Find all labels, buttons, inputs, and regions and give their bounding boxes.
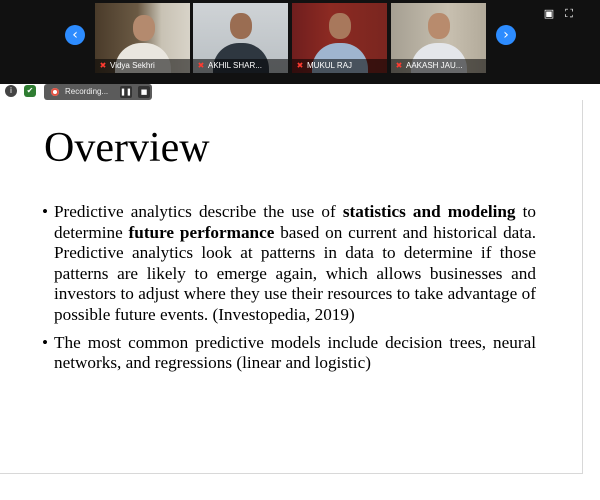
participant-head bbox=[133, 15, 155, 41]
bottom-margin bbox=[0, 474, 600, 500]
participant-name: Vidya Sekhri bbox=[110, 61, 155, 70]
stop-icon: ■ bbox=[140, 88, 148, 96]
slide-title: Overview bbox=[44, 125, 210, 171]
meeting-info-button[interactable] bbox=[5, 85, 17, 97]
pause-recording-button[interactable] bbox=[120, 86, 132, 98]
muted-mic-icon: ✖ bbox=[99, 61, 107, 70]
participant-head bbox=[230, 13, 252, 39]
participant-tile-3[interactable] bbox=[292, 3, 387, 73]
next-page-button[interactable] bbox=[496, 25, 516, 45]
muted-mic-icon: ✖ bbox=[197, 61, 205, 70]
muted-mic-icon: ✖ bbox=[395, 61, 403, 70]
bullet-text: The most common predictive models include decision trees, neural networks, and regressions (linear and logistic) bbox=[54, 332, 536, 373]
shared-slide bbox=[0, 100, 583, 474]
record-icon bbox=[51, 88, 59, 96]
speaker-view-button[interactable] bbox=[543, 8, 555, 20]
bold-phrase: statistics and modeling bbox=[342, 202, 516, 221]
fullscreen-icon: ⛶ bbox=[565, 7, 573, 20]
participant-name-bar bbox=[292, 59, 387, 73]
bold-phrase: future performance bbox=[128, 222, 275, 242]
shield-icon: ✔ bbox=[26, 86, 34, 95]
participant-tile-2[interactable] bbox=[193, 3, 288, 73]
info-icon: i bbox=[9, 86, 13, 95]
participant-tile-1[interactable] bbox=[95, 3, 190, 73]
muted-mic-icon: ✖ bbox=[296, 61, 304, 70]
security-button[interactable] bbox=[24, 85, 36, 97]
bullet-dot: • bbox=[42, 202, 49, 221]
slide-content bbox=[40, 202, 536, 381]
bullet-text: based on current and historical data. Predictive analytics look at patterns in data to determine if those patterns are likely to emerge again, which allows businesses and investors to adjust where they use their resources to take advantage of possible future events. (Investopedia, 2019) bbox=[54, 222, 536, 324]
chevron-right-icon: › bbox=[503, 27, 509, 43]
participant-name: MUKUL RAJ bbox=[307, 61, 353, 70]
recording-label: Recording... bbox=[65, 87, 109, 96]
bullet-item bbox=[40, 333, 536, 374]
fullscreen-button[interactable] bbox=[563, 8, 575, 20]
bullet-text: to determine bbox=[54, 202, 536, 242]
bullet-text: Predictive analytics describe the use of bbox=[54, 202, 343, 221]
recording-indicator bbox=[44, 84, 152, 100]
participant-name: AAKASH JAU... bbox=[406, 61, 463, 70]
speaker-view-icon: ▣ bbox=[543, 7, 555, 20]
chevron-left-icon: ‹ bbox=[72, 27, 78, 43]
participant-head bbox=[329, 13, 351, 39]
bullet-dot: • bbox=[42, 332, 49, 352]
participant-head bbox=[428, 13, 450, 39]
participant-name: AKHIL SHAR... bbox=[208, 61, 262, 70]
bullet-item bbox=[40, 202, 536, 326]
prev-page-button[interactable] bbox=[65, 25, 85, 45]
participant-name-bar bbox=[95, 59, 190, 73]
participant-tile-4[interactable] bbox=[391, 3, 486, 73]
pause-icon: ❚❚ bbox=[120, 88, 132, 96]
video-strip bbox=[0, 0, 600, 84]
participant-name-bar bbox=[391, 59, 486, 73]
participant-name-bar bbox=[193, 59, 288, 73]
stop-recording-button[interactable] bbox=[138, 86, 150, 98]
